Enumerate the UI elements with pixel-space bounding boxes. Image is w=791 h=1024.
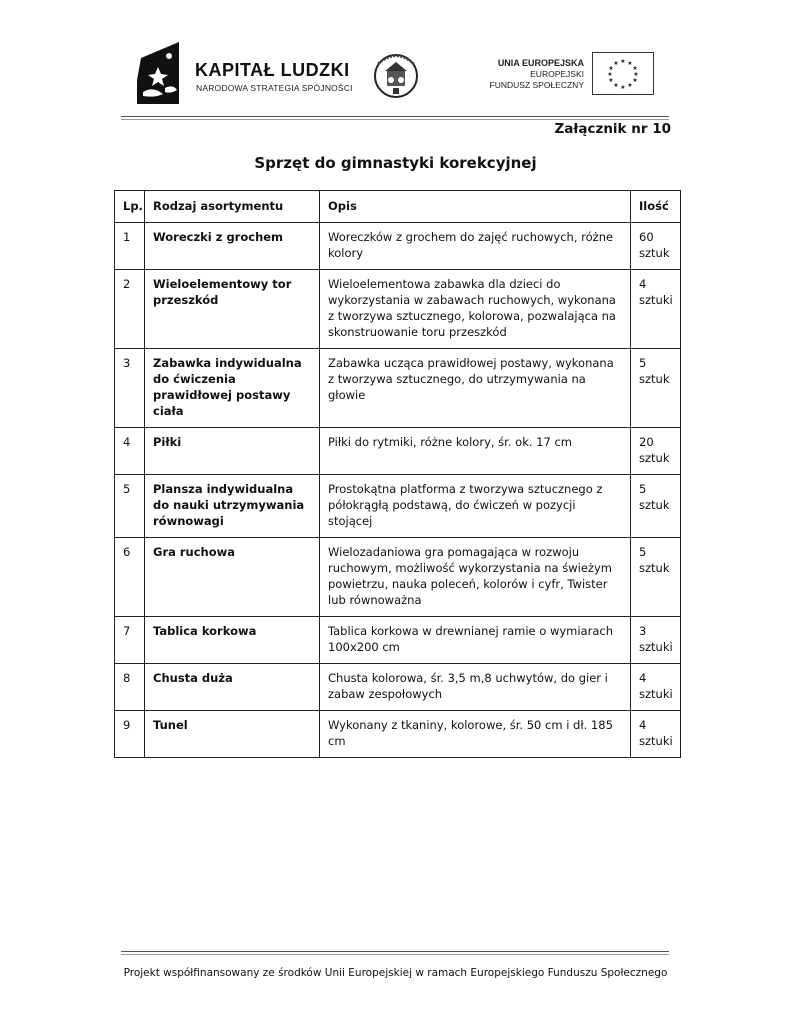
svg-text:★: ★ [632,77,638,84]
row-desc: Wielozadaniowa gra pomagająca w rozwoju ruchowym, możliwość wykorzystania na świeżym powietrzu, nauka poleceń, kolorów i cyfr, Twister lub równoważna [320,538,631,617]
page-header [0,0,791,112]
table-row [115,617,681,664]
row-desc: Piłki do rytmiki, różne kolory, śr. ok. 17 cm [320,428,631,475]
table-row [115,223,681,270]
eu-logo-line3: FUNDUSZ SPOŁECZNY [489,80,584,90]
row-qty: 5 sztuk [631,475,681,538]
row-desc: Wieloelementowa zabawka dla dzieci do wykorzystania w zabawach ruchowych, wykonana z tworzywa sztucznego, kolorowa, pozwalająca na skonstruowanie toru przeszkód [320,270,631,349]
row-qty: 3 sztuki [631,617,681,664]
row-desc: Woreczków z grochem do zajęć ruchowych, różne kolory [320,223,631,270]
svg-text:★: ★ [620,58,626,65]
row-name: Tablica korkowa [145,617,320,664]
kapital-ludzki-subtitle: NARODOWA STRATEGIA SPÓJNOŚCI [196,83,353,93]
header-name: Rodzaj asortymentu [145,191,320,223]
table-header-row [115,191,681,223]
row-lp: 1 [115,223,145,270]
row-qty: 5 sztuk [631,538,681,617]
row-lp: 4 [115,428,145,475]
header-qty: Ilość [631,191,681,223]
row-qty: 60 sztuk [631,223,681,270]
row-lp: 9 [115,711,145,758]
header-lp: Lp. [115,191,145,223]
row-lp: 5 [115,475,145,538]
table-row [115,428,681,475]
table-row [115,538,681,617]
row-qty: 5 sztuk [631,349,681,428]
row-lp: 6 [115,538,145,617]
row-qty: 4 sztuki [631,270,681,349]
svg-text:★: ★ [608,77,614,84]
svg-text:★: ★ [608,65,614,72]
table-row [115,664,681,711]
row-name: Wieloelementowy tor przeszkód [145,270,320,349]
kapital-ludzki-emblem-icon [135,40,181,106]
row-desc: Wykonany z tkaniny, kolorowe, śr. 50 cm i dł. 185 cm [320,711,631,758]
svg-text:★: ★ [627,82,633,89]
eu-logo-line2: EUROPEJSKI [530,69,584,79]
row-desc: Prostokątna platforma z tworzywa sztucznego z półokrągłą podstawą, do ćwiczeń w pozycji stojącej [320,475,631,538]
footer-text: Projekt współfinansowany ze środków Unii Europejskiej w ramach Europejskiego Funduszu Społecznego [123,967,668,979]
equipment-table [114,190,681,758]
row-name: Piłki [145,428,320,475]
table-row [115,349,681,428]
svg-text:★: ★ [632,65,638,72]
row-qty: 4 sztuki [631,711,681,758]
row-name: Gra ruchowa [145,538,320,617]
row-desc: Tablica korkowa w drewnianej ramie o wymiarach 100x200 cm [320,617,631,664]
przedszkole-logo-icon [372,50,420,100]
row-qty: 20 sztuk [631,428,681,475]
row-name: Tunel [145,711,320,758]
svg-text:★: ★ [613,82,619,89]
svg-text:★: ★ [627,60,633,67]
svg-text:★: ★ [633,71,639,78]
svg-text:★: ★ [607,71,613,78]
svg-text:★: ★ [620,84,626,91]
row-lp: 3 [115,349,145,428]
annex-label: Załącznik nr 10 [554,121,671,137]
eu-logo-title: UNIA EUROPEJSKA [497,58,584,68]
table-row [115,711,681,758]
table-row [115,475,681,538]
eu-logo-text [470,58,584,91]
kapital-ludzki-logo [135,40,355,106]
footer-divider [121,951,669,955]
header-divider [121,116,669,120]
row-name: Woreczki z grochem [145,223,320,270]
table-row [115,270,681,349]
row-lp: 2 [115,270,145,349]
svg-text:★: ★ [613,60,619,67]
row-name: Zabawka indywidualna do ćwiczenia prawidłowej postawy ciała [145,349,320,428]
row-name: Plansza indywidualna do nauki utrzymywania równowagi [145,475,320,538]
header-desc: Opis [320,191,631,223]
row-desc: Zabawka ucząca prawidłowej postawy, wykonana z tworzywa sztucznego, do utrzymywania na głowie [320,349,631,428]
row-lp: 8 [115,664,145,711]
row-desc: Chusta kolorowa, śr. 3,5 m,8 uchwytów, do gier i zabaw zespołowych [320,664,631,711]
row-qty: 4 sztuki [631,664,681,711]
eu-flag-icon [592,52,654,95]
row-name: Chusta duża [145,664,320,711]
kapital-ludzki-title: KAPITAŁ LUDZKI [195,60,350,80]
row-lp: 7 [115,617,145,664]
page-title: Sprzęt do gimnastyki korekcyjnej [254,154,537,172]
